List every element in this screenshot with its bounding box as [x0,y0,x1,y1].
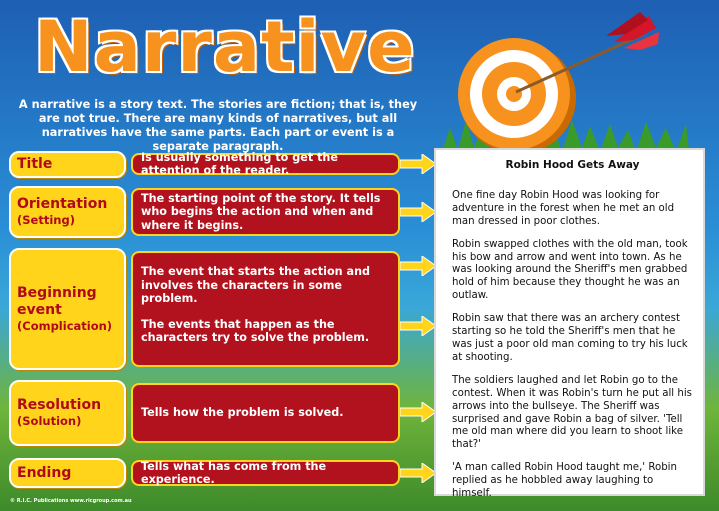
story-paragraph: 'A man called Robin Hood taught me,' Robin replied as he hobbled away laughing to himself. [452,462,677,500]
story-paragraph: One fine day Robin Hood was looking for adventure in the forest when he met an old man dressed in poor clothes. [452,189,675,227]
arrow-right-icon [400,402,436,422]
story-title: Robin Hood Gets Away [505,159,640,171]
story-paragraph: The soldiers laughed and let Robin go to the contest. When it was Robin's turn he put all his arrows into the bullseye. The Sheriff was surprised and gave Robin a bag of silver. 'Tell me old man where did you learn to shoot like that?' [452,374,692,451]
desc-title: Is usually something to get the attention of the reader. [131,153,400,175]
desc-orientation: The starting point of the story. It tells who begins the action and when and where it begins. [131,188,400,236]
arrow-right-icon [400,256,436,276]
story-paragraph: Robin swapped clothes with the old man, took his bow and arrow and went into town. As he was looking around the Sheriff's men grabbed hold of him because they thought he was an outlaw. [452,238,688,302]
desc-ending: Tells what has come from the experience. [131,460,400,486]
desc-resolution: Tells how the problem is solved. [131,383,400,443]
arrow-right-icon [400,463,436,483]
page-title: Narrative [34,6,416,88]
target-icon [444,6,714,156]
intro-text: A narrative is a story text. The stories are fiction; that is, they are not true. There are many kinds of narratives, but all narratives have the same parts. Each part or event is a separate paragraph. [18,98,418,153]
label-orientation: Orientation (Setting) [9,186,126,238]
label-resolution: Resolution (Solution) [9,380,126,446]
story-paragraph: Robin saw that there was an archery contest starting so he told the Sheriff's men that he was just a poor old man coming to try his luck at shooting. [452,313,688,363]
publisher-footer: © R.I.C. Publications www.ricgroup.com.au [10,498,132,504]
arrow-right-icon [400,316,436,336]
arrow-right-icon [400,154,436,174]
desc-beginning-event: The event that starts the action and involves the characters in some problem. The events that happen as the characters try to solve the problem. [131,251,400,367]
story-panel [434,148,705,500]
label-title: Title [9,151,126,178]
label-beginning-event: Beginning event (Complication) [9,248,126,370]
arrow-right-icon [400,202,436,222]
label-ending: Ending [9,458,126,488]
